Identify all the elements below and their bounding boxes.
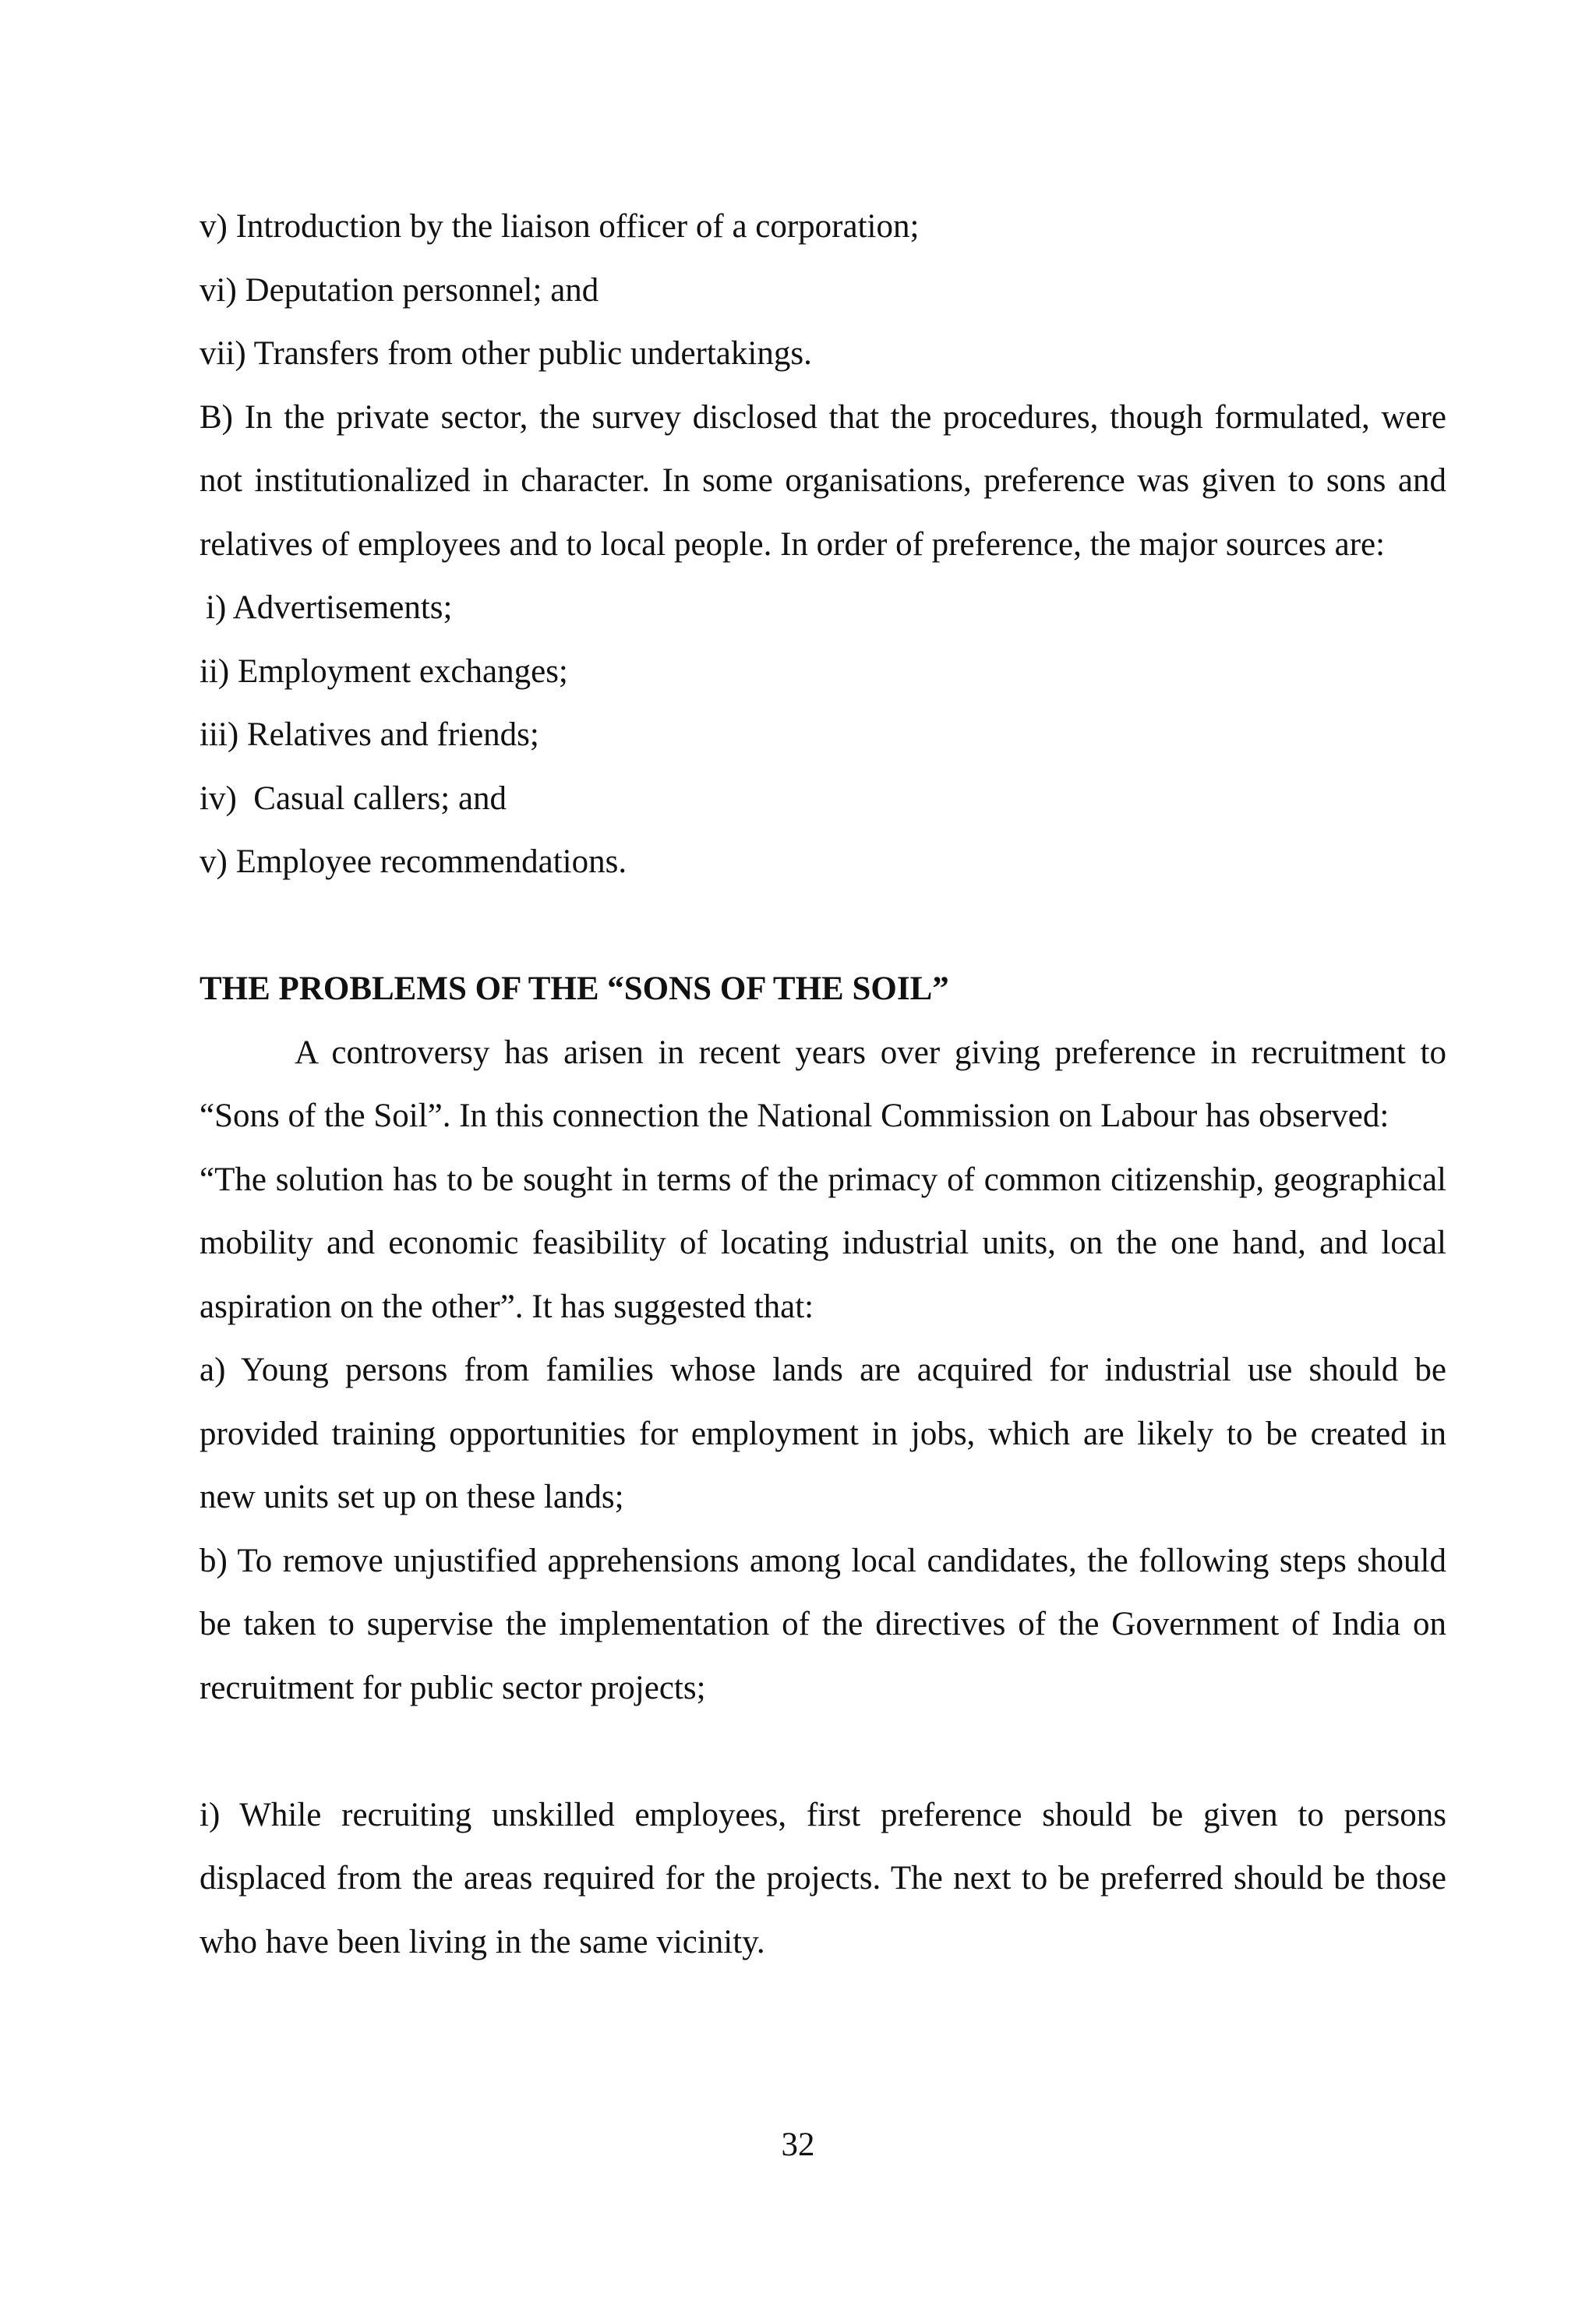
private-source-i: i) Advertisements; — [206, 589, 453, 626]
quote-paragraph: “The solution has to be sought in terms of the primacy of common citizenship, geographical mobility and economic feasibility of locating industrial units, on the one hand, and local aspiration on the other”. It has suggested that: — [200, 1161, 1446, 1325]
paragraph-gap — [200, 1720, 1446, 1783]
suggestion-b: b) To remove unjustified apprehensions among local candidates, the following steps should be taken to supervise the implementation of the directives of the Government of India on recruitment for public sector projects; — [200, 1542, 1446, 1706]
private-source-iii: iii) Relatives and friends; — [200, 716, 539, 753]
page-number: 32 — [781, 2126, 815, 2163]
list-item-vi: vi) Deputation personnel; and — [200, 271, 599, 309]
suggestion-a: a) Young persons from families whose lands are acquired for industrial use should be provided training opportunities for employment in jobs, which are likely to be created in new units set up on these lands; — [200, 1352, 1446, 1515]
list-item-v: v) Introduction by the liaison officer of a corporation; — [200, 208, 920, 245]
private-source-iv: iv) Casual callers; and — [200, 780, 507, 817]
controversy-paragraph: A controversy has arisen in recent years over giving preference in recruitment to “Sons of the Soil”. In this connection the National Commission on Labour has observed: — [200, 1034, 1446, 1134]
private-sector-paragraph: B) In the private sector, the survey disclosed that the procedures, though formulated, were not institutionalized in character. In some organisations, preference was given to sons and relatives of employees and to local people. In order of preference, the major sources are: — [200, 398, 1446, 563]
section-heading: THE PROBLEMS OF THE “SONS OF THE SOIL” — [200, 970, 949, 1007]
private-source-ii: ii) Employment exchanges; — [200, 652, 568, 690]
private-source-v: v) Employee recommendations. — [200, 843, 627, 880]
section-gap — [200, 894, 1446, 958]
page-content — [200, 195, 1446, 1974]
step-i: i) While recruiting unskilled employees, first preference should be given to persons displaced from the areas required for the projects. The next to be preferred should be those who have been living in the same vicinity. — [200, 1796, 1446, 1960]
list-item-vii: vii) Transfers from other public undertakings. — [200, 335, 812, 372]
